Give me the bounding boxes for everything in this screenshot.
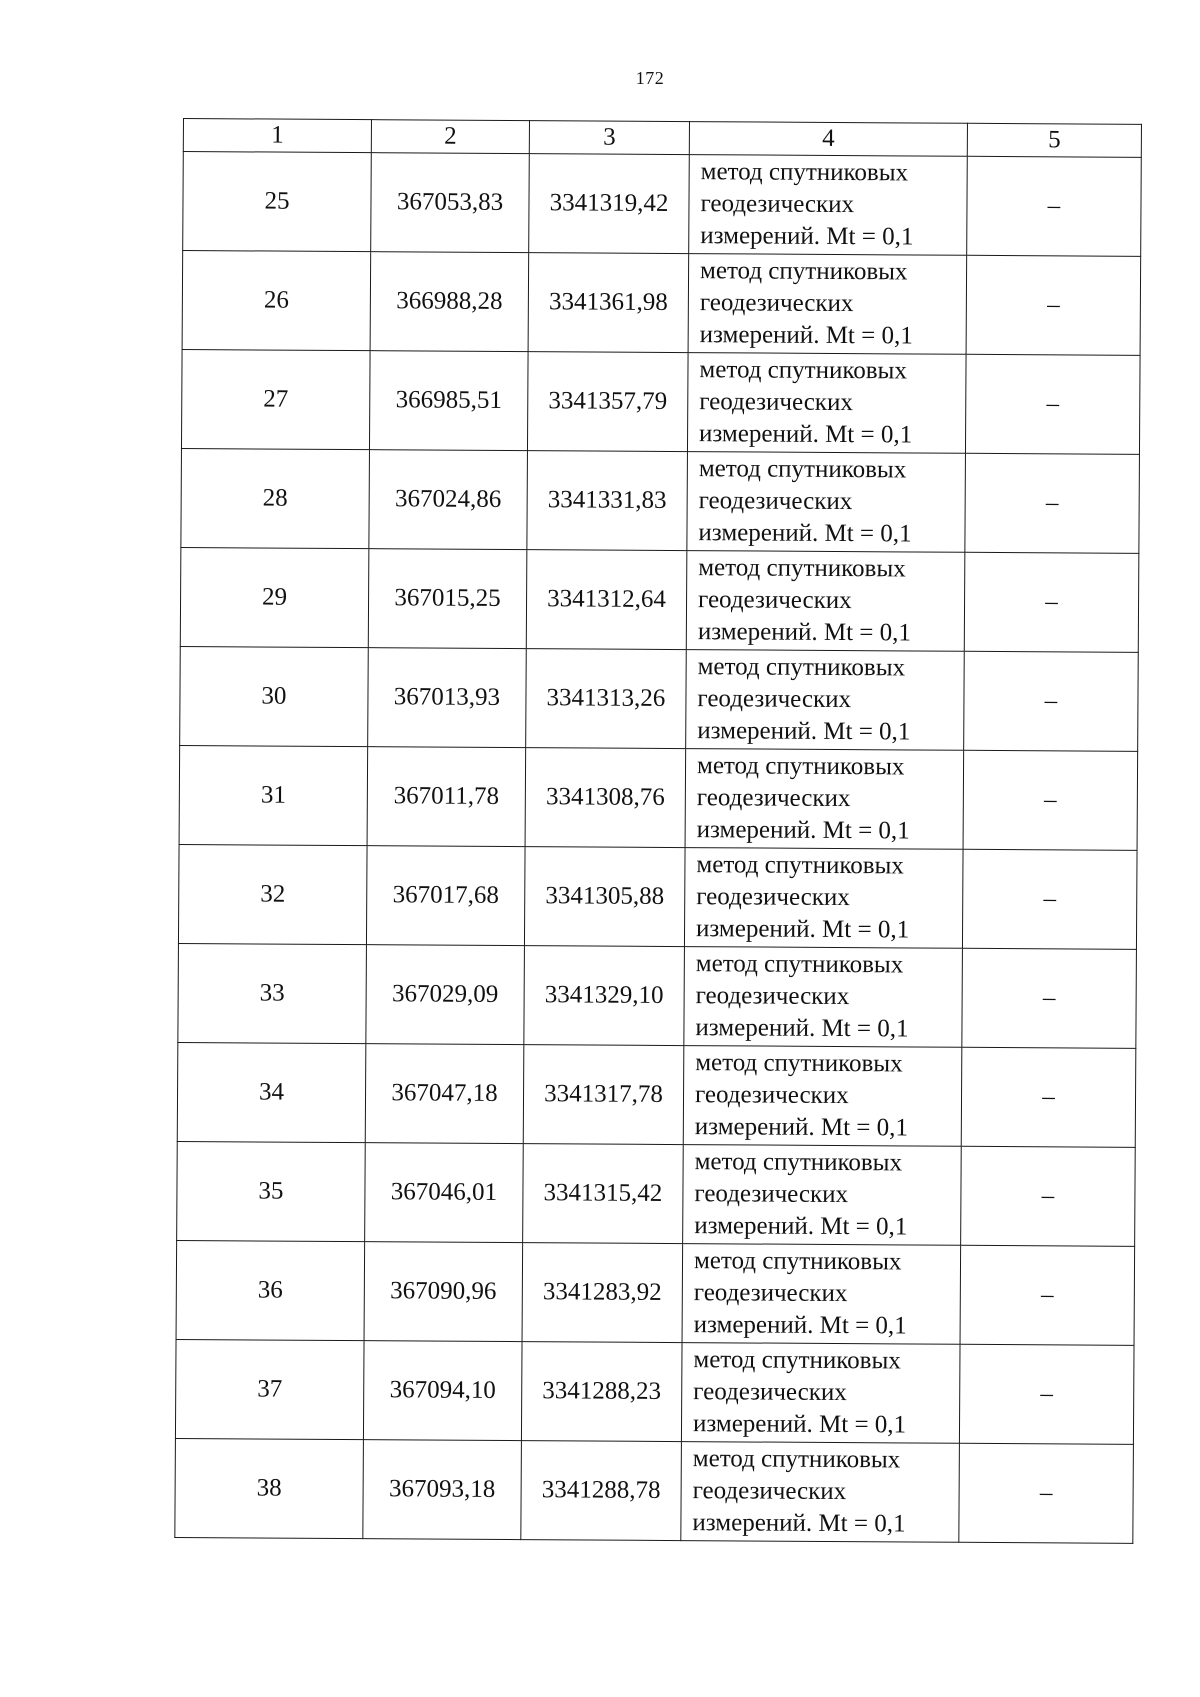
method-text-line: метод спутниковых <box>696 752 905 781</box>
table-row <box>183 152 1142 257</box>
cell-method <box>685 749 964 850</box>
method-text-line: измерений. Mt = 0,1 <box>694 1113 909 1142</box>
cell-method <box>687 452 966 553</box>
table-row <box>179 745 1138 850</box>
method-text-line: метод спутниковых <box>695 1049 903 1078</box>
cell-method <box>682 1244 961 1345</box>
cell-coordinate-x: 367015,25 <box>368 549 527 649</box>
table-row <box>177 1141 1136 1246</box>
column-header-2: 2 <box>371 120 529 154</box>
method-text-line: метод спутниковых <box>698 554 906 583</box>
cell-coordinate-x: 366985,51 <box>369 351 528 451</box>
cell-method <box>686 650 965 751</box>
cell-coordinate-x: 366988,28 <box>370 252 529 352</box>
cell-description: – <box>959 1344 1134 1444</box>
cell-coordinate-y: 3341329,10 <box>524 946 685 1046</box>
cell-coordinate-y: 3341317,78 <box>523 1045 684 1145</box>
cell-coordinate-x: 367093,18 <box>363 1440 522 1540</box>
cell-point-number: 29 <box>180 547 369 647</box>
cell-coordinate-y: 3341288,78 <box>521 1441 682 1541</box>
column-header-1: 1 <box>183 119 371 153</box>
cell-point-number: 27 <box>181 349 370 449</box>
cell-coordinate-y: 3341361,98 <box>528 253 689 353</box>
cell-method <box>683 1046 962 1147</box>
method-text-line: метод спутниковых <box>698 455 907 484</box>
cell-coordinate-x: 367013,93 <box>368 648 527 748</box>
method-text-line: геодезических <box>697 685 852 714</box>
method-text-line: измерений. Mt = 0,1 <box>695 915 910 944</box>
cell-point-number: 37 <box>175 1339 364 1439</box>
cell-coordinate-y: 3341312,64 <box>526 550 687 650</box>
method-text-line: измерений. Mt = 0,1 <box>699 321 913 350</box>
method-text-line: геодезических <box>699 289 854 318</box>
coordinates-table-container <box>174 118 1141 1544</box>
cell-point-number: 31 <box>179 745 368 845</box>
cell-point-number: 34 <box>177 1042 366 1142</box>
coordinates-table <box>174 118 1142 1544</box>
method-text-line: измерений. Mt = 0,1 <box>698 519 912 548</box>
cell-description: – <box>962 849 1137 949</box>
cell-method <box>683 1145 962 1246</box>
method-text-line: геодезических <box>697 586 852 615</box>
cell-coordinate-x: 367094,10 <box>363 1341 522 1441</box>
cell-description: – <box>965 354 1140 454</box>
cell-coordinate-y: 3341288,23 <box>521 1342 682 1442</box>
table-row <box>181 448 1140 553</box>
method-text-line: измерений. Mt = 0,1 <box>692 1410 907 1439</box>
cell-point-number: 28 <box>181 448 370 548</box>
table-row <box>175 1438 1134 1543</box>
cell-method <box>681 1442 960 1543</box>
cell-description: – <box>962 948 1137 1048</box>
method-text-line: геодезических <box>692 1477 847 1506</box>
table-row <box>178 844 1137 949</box>
cell-point-number: 36 <box>176 1240 365 1340</box>
table-row <box>177 1042 1136 1147</box>
table-row <box>181 349 1140 454</box>
method-text-line: геодезических <box>693 1378 847 1407</box>
cell-coordinate-y: 3341305,88 <box>524 847 685 947</box>
cell-method <box>686 551 965 652</box>
cell-method <box>684 947 963 1048</box>
cell-coordinate-y: 3341308,76 <box>525 748 686 848</box>
cell-coordinate-y: 3341283,92 <box>522 1243 683 1343</box>
column-header-5: 5 <box>967 123 1141 157</box>
table-row <box>180 547 1139 652</box>
cell-coordinate-y: 3341313,26 <box>526 649 687 749</box>
cell-description: – <box>963 750 1138 850</box>
cell-coordinate-y: 3341357,79 <box>527 352 688 452</box>
cell-coordinate-x: 367047,18 <box>365 1044 524 1144</box>
method-text-line: измерений. Mt = 0,1 <box>695 1014 909 1043</box>
cell-coordinate-x: 367029,09 <box>366 945 525 1045</box>
cell-coordinate-x: 367046,01 <box>365 1143 524 1243</box>
column-header-4: 4 <box>689 122 967 157</box>
table-row <box>178 943 1137 1048</box>
method-text-line: метод спутниковых <box>696 851 904 880</box>
cell-coordinate-x: 367090,96 <box>364 1242 523 1342</box>
cell-point-number: 33 <box>178 943 367 1043</box>
method-text-line: метод спутниковых <box>692 1445 901 1474</box>
cell-point-number: 35 <box>177 1141 366 1241</box>
cell-description: – <box>964 552 1139 652</box>
cell-method <box>688 254 967 355</box>
method-text-line: геодезических <box>698 487 853 516</box>
cell-description: – <box>965 453 1140 553</box>
method-text-line: измерений. Mt = 0,1 <box>698 420 913 449</box>
cell-description: – <box>959 1443 1134 1543</box>
method-text-line: измерений. Mt = 0,1 <box>694 1212 908 1241</box>
cell-coordinate-x: 367017,68 <box>366 846 525 946</box>
cell-point-number: 26 <box>182 251 371 351</box>
method-text-line: метод спутниковых <box>693 1247 902 1276</box>
cell-description: – <box>967 156 1142 256</box>
method-text-line: метод спутниковых <box>699 257 908 286</box>
cell-description: – <box>966 255 1141 355</box>
column-header-3: 3 <box>529 121 689 155</box>
method-text-line: геодезических <box>694 1081 849 1110</box>
method-text-line: геодезических <box>699 388 853 417</box>
method-text-line: измерений. Mt = 0,1 <box>696 816 910 845</box>
cell-method <box>684 848 963 949</box>
method-text-line: измерений. Mt = 0,1 <box>697 717 911 746</box>
cell-description: – <box>961 1047 1136 1147</box>
cell-point-number: 32 <box>178 844 367 944</box>
page-number: 172 <box>635 68 665 88</box>
cell-coordinate-y: 3341319,42 <box>529 154 690 254</box>
method-text-line: метод спутниковых <box>699 356 907 385</box>
method-text-line: геодезических <box>696 883 850 912</box>
method-text-line: метод спутниковых <box>695 950 904 979</box>
cell-description: – <box>960 1245 1135 1345</box>
cell-coordinate-x: 367011,78 <box>367 747 526 847</box>
cell-point-number: 30 <box>180 646 369 746</box>
method-text-line: метод спутниковых <box>697 653 906 682</box>
method-text-line: геодезических <box>693 1279 848 1308</box>
cell-description: – <box>964 651 1139 751</box>
table-row <box>180 646 1139 751</box>
cell-method <box>687 353 966 454</box>
method-text-line: метод спутниковых <box>700 158 909 187</box>
table-body <box>175 152 1141 1544</box>
method-text-line: измерений. Mt = 0,1 <box>697 618 912 647</box>
method-text-line: геодезических <box>694 1180 849 1209</box>
table-row <box>176 1240 1135 1345</box>
cell-point-number: 38 <box>175 1438 364 1538</box>
cell-coordinate-y: 3341331,83 <box>527 451 688 551</box>
cell-point-number: 25 <box>183 152 372 252</box>
method-text-line: геодезических <box>696 784 851 813</box>
method-text-line: метод спутниковых <box>693 1346 901 1375</box>
method-text-line: измерений. Mt = 0,1 <box>693 1311 907 1340</box>
table-row <box>182 251 1141 356</box>
cell-description: – <box>961 1146 1136 1246</box>
cell-method <box>689 155 968 256</box>
cell-coordinate-x: 367024,86 <box>369 450 528 550</box>
cell-method <box>681 1343 960 1444</box>
table-row <box>175 1339 1134 1444</box>
method-text-line: метод спутниковых <box>694 1148 903 1177</box>
method-text-line: геодезических <box>695 982 850 1011</box>
method-text-line: измерений. Mt = 0,1 <box>692 1509 906 1538</box>
method-text-line: геодезических <box>700 190 855 219</box>
method-text-line: измерений. Mt = 0,1 <box>700 222 914 251</box>
cell-coordinate-x: 367053,83 <box>371 153 530 253</box>
cell-coordinate-y: 3341315,42 <box>523 1144 684 1244</box>
